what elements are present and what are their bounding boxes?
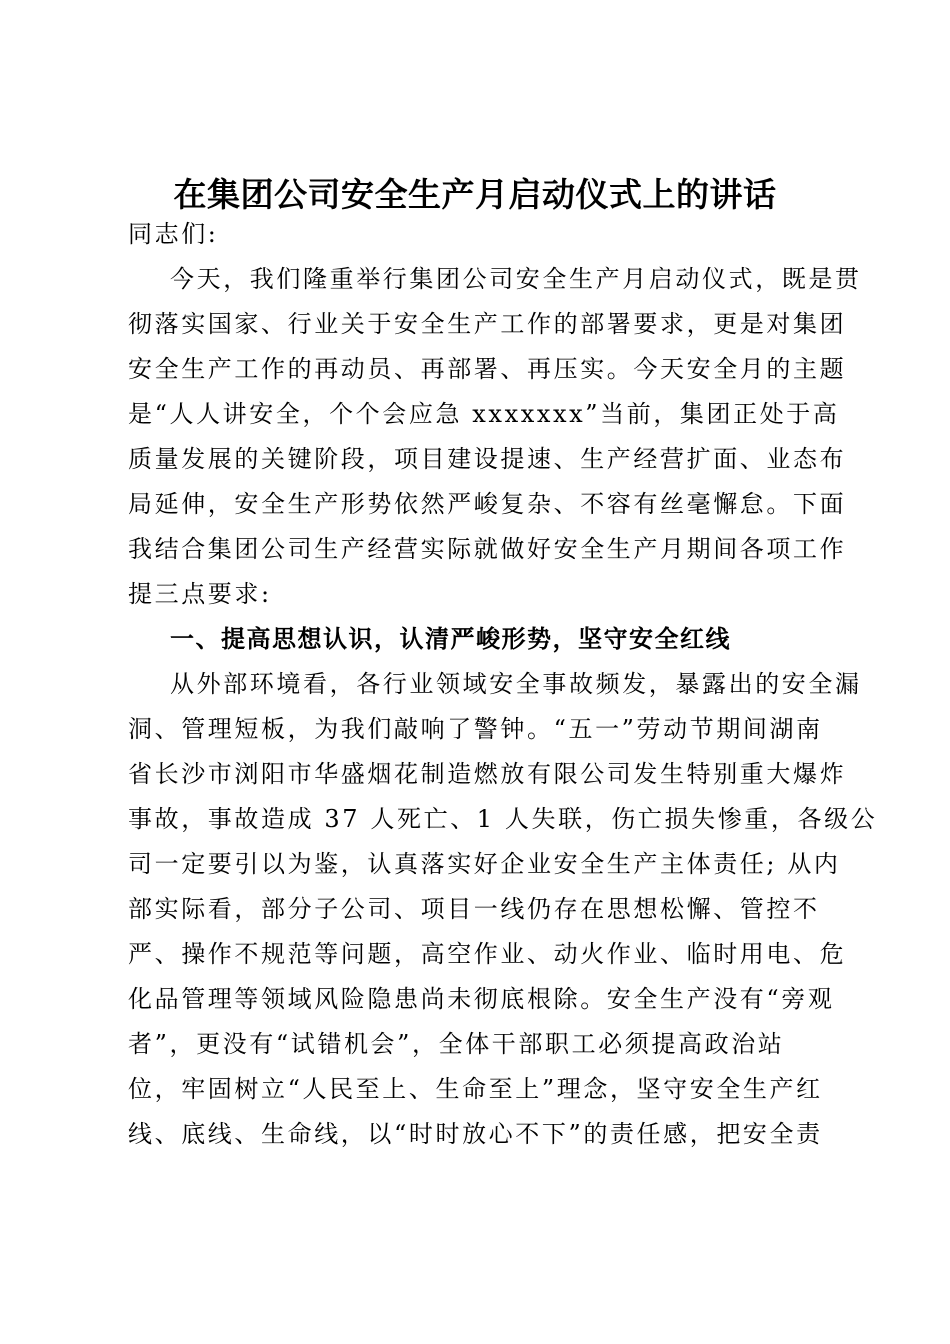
paragraph-line: 严、操作不规范等问题，高空作业、动火作业、临时用电、危 — [128, 940, 847, 968]
paragraph-line: 局延伸，安全生产形势依然严峻复杂、不容有丝毫懈怠。下面 — [128, 490, 847, 518]
paragraph-line: 部实际看，部分子公司、项目一线仍存在思想松懈、管控不 — [128, 895, 820, 923]
paragraph-line: 是“人人讲安全，个个会应急 xxxxxxx”当前，集团正处于高 — [128, 400, 840, 428]
paragraph-line: 提三点要求: — [128, 580, 272, 608]
paragraph-line: 我结合集团公司生产经营实际就做好安全生产月期间各项工作 — [128, 535, 847, 563]
section-heading: 一、提高思想认识，认清严峻形势，坚守安全红线 — [170, 625, 731, 653]
paragraph-line: 洞、管理短板，为我们敲响了警钟。“五一”劳动节期间湖南 — [128, 715, 823, 743]
document-title: 在集团公司安全生产月启动仪式上的讲话 — [173, 175, 777, 214]
paragraph-line: 今天，我们隆重举行集团公司安全生产月启动仪式，既是贯 — [170, 265, 862, 293]
paragraph-line: 安全生产工作的再动员、再部署、再压实。今天安全月的主题 — [128, 355, 847, 383]
paragraph-line: 化品管理等领域风险隐患尚未彻底根除。安全生产没有“旁观 — [128, 985, 835, 1013]
paragraph-line: 事故，事故造成 37 人死亡、1 人失联，伤亡损失惨重，各级公 — [128, 805, 878, 833]
document-body — [128, 212, 878, 1157]
paragraph-line: 从外部环境看，各行业领域安全事故频发，暴露出的安全漏 — [170, 670, 862, 698]
paragraph-line: 司一定要引以为鉴，认真落实好企业安全生产主体责任; 从内 — [128, 850, 841, 878]
paragraph-line: 位，牢固树立“人民至上、生命至上”理念，坚守安全生产红 — [128, 1075, 823, 1103]
paragraph-line: 质量发展的关键阶段，项目建设提速、生产经营扩面、业态布 — [128, 445, 847, 473]
paragraph-line: 彻落实国家、行业关于安全生产工作的部署要求，更是对集团 — [128, 310, 847, 338]
paragraph-line: 省长沙市浏阳市华盛烟花制造燃放有限公司发生特别重大爆炸 — [128, 760, 847, 788]
salutation: 同志们: — [128, 220, 219, 248]
paragraph-line: 线、底线、生命线，以“时时放心不下”的责任感，把安全责 — [128, 1120, 823, 1148]
paragraph-line: 者”，更没有“试错机会”，全体干部职工必须提高政治站 — [128, 1030, 785, 1058]
